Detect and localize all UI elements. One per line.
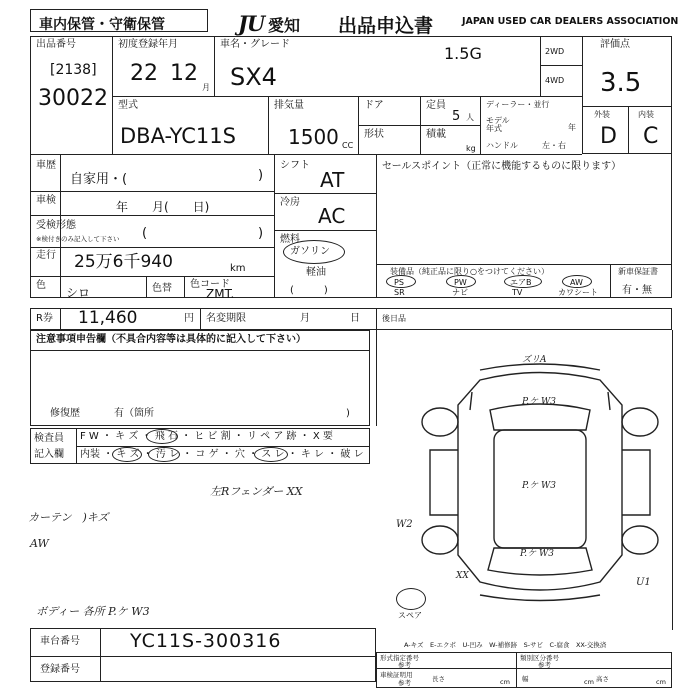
history-label: 車歴 [36,160,56,171]
repair-close: ) [346,408,350,419]
equip-sr: SR [394,288,405,297]
deadline-label: 名変期限 [206,313,246,324]
color-code-label: 色コード [190,279,230,290]
type-label: 形式指定番号 [380,654,419,662]
chip-circle [146,429,178,444]
model-value: DBA-YC11S [120,124,236,148]
chassis-label: 車台番号 [40,636,80,647]
deadline-day: 日 [350,313,360,324]
chassis-number: YC11S-300316 [130,630,282,652]
handle-label: ハンドル [486,141,518,150]
recycle-value: 11,460 [78,308,138,328]
dealer-label: ディーラー・並行 [486,100,550,109]
drive-4wd: 4WD [545,76,565,85]
load-label: 積載 [426,129,446,140]
type-ref: 参考 [398,661,411,669]
damage-legend: A-キズ E-エクボ U-凹み W-補修跡 S-サビ C-腐食 XX-交換済 [404,641,607,649]
shift-label: シフト [280,160,310,171]
rub-circle [254,447,288,462]
stain-circle [148,447,180,462]
door-label: ドア [364,100,384,111]
paint-change-label: 色替 [152,283,172,294]
drive-2wd: 2WD [545,47,565,56]
cert-ref: 参考 [398,679,411,687]
recycle-label: R券 [36,313,53,324]
height-label: 高さ [596,675,609,683]
model-label: 型式 [118,100,138,111]
comment-aw: AW [30,537,49,550]
registration-label: 初度登録年月 [118,39,178,50]
car-name-label: 車名・グレード [220,39,290,50]
inspector-row-2: 内装 ・ キ ズ ・ 汚 レ ・ コ ゲ ・ 穴 ・ ス レ ・ キ レ ・ 破 レ [80,449,364,460]
color-label: 色 [36,280,46,291]
car-grade: 1.5G [444,44,482,63]
transfer-value: ( [142,226,148,241]
equip-tv: TV [512,288,523,297]
equip-ps: PS [394,278,404,287]
spare-tire-circle [396,588,426,610]
diagram-label-trunk: P.ケ W3 [520,549,554,559]
form-title: 出品申込書 [338,15,434,37]
transfer-note: ※検付きのみ記入して下さい [36,235,120,243]
cert-label: 車検証明用 [380,671,413,679]
score-interior: C [643,124,659,149]
fuel-other: ( ) [290,285,328,296]
equip-aw-circle [562,275,592,288]
length-unit: cm [500,678,510,686]
engine-value: 1500 [288,125,339,149]
equip-navi: ナビ [452,288,468,297]
comment-fender: 左Rフェンダー XX [210,485,303,498]
height-unit: cm [656,678,666,686]
comment-body: ボディー 各所 P.ケ W3 [36,605,150,618]
mileage-unit: km [230,263,246,274]
transfer-label: 受検形態 [36,220,76,231]
score-label: 評価点 [600,39,630,50]
fuel-gasoline-circle [283,240,345,264]
storage-stamp [30,9,208,32]
notes-label: 注意事項申告欄（不具合内容等は具体的に記入して下さい） [36,334,306,345]
inspector-label-2: 記入欄 [34,449,64,460]
aircon-label: 冷房 [280,197,300,208]
sales-point-label: セールスポイント（正常に機能するものに限ります） [382,161,622,172]
equipment-label: 装備品（純正品に限り○をつけてください） [390,267,549,276]
recycle-unit: 円 [184,313,194,324]
score-exterior: D [600,124,617,149]
inspector-label-1: 検査員 [34,433,64,444]
fuel-diesel: 軽油 [306,267,326,278]
model-year-unit: 年 [568,123,576,132]
diagram-label-w2: W2 [396,519,413,530]
inspector-row-1: F W ・ キ ズ ・ 飛 石 ・ ヒ ビ 割 ・ リ ペ ア 跡 ・ X 要 [80,431,333,442]
equip-airbag: エアB [510,278,532,287]
length-label: 長さ [432,675,445,683]
warranty-options: 有・無 [622,285,652,296]
color-value: シロ [66,286,91,300]
score-int-label: 内装 [638,110,654,119]
diagram-label-front: ズリA [522,355,547,365]
shape-label: 形状 [364,129,384,140]
equip-ps-circle [386,275,416,288]
storage-stamp-text: 車内保管・守衛保管 [39,17,165,33]
car-name: SX4 [230,63,277,91]
equip-seat: カワシート [558,288,598,297]
warranty-label: 新車保証書 [618,267,658,276]
lot-code: [2138] [50,62,97,78]
equip-aw: AW [570,278,583,287]
diagram-label-hood: P.ケ W3 [522,397,556,407]
reg-number-label: 登録番号 [40,664,80,675]
repair-label: 修復歴 [50,408,80,419]
comment-curtain: カーテン )キズ [28,511,109,524]
history-value: 自家用・( [70,172,128,187]
lot-label: 出品番号 [36,39,76,50]
registration-month-unit: 月 [202,83,210,92]
history-close: ) [258,168,264,183]
color-code-value: ZMT. [206,287,235,301]
handle-options: 左・右 [542,141,566,150]
score-ext-label: 外装 [594,110,610,119]
transfer-close: ) [258,226,264,241]
diagram-label-u1: U1 [636,577,651,588]
width-label: 幅 [522,675,529,683]
spare-label: スペア [398,611,422,620]
repair-value: 有（箇所 [114,408,154,419]
equip-pw-circle [446,275,476,288]
registration-year: 22 [130,61,158,86]
fuel-gasoline: ガソリン [290,246,330,257]
lot-number: 30022 [38,86,108,111]
equip-airbag-circle [504,275,542,288]
score-overall: 3.5 [600,68,642,98]
capacity-unit: 人 [466,113,474,122]
capacity-value: 5 [452,109,461,124]
association-name: 愛知 [268,16,301,35]
equipment-grid [380,276,610,298]
fuel-label: 燃料 [280,234,300,245]
car-damage-diagram [410,350,670,610]
diagram-label-xx: XX [456,571,469,581]
rear-seat-label: 後日品 [382,314,406,323]
class-label: 類別区分番号 [520,654,559,662]
load-unit: kg [466,144,476,153]
inspection-label: 車検 [36,195,56,206]
engine-unit: CC [342,141,354,150]
capacity-label: 定員 [426,100,446,111]
class-ref: 参考 [538,661,551,669]
width-unit: cm [584,678,594,686]
registration-month: 12 [170,61,198,86]
engine-label: 排気量 [274,100,304,111]
mileage-value: 25万6千940 [74,252,173,272]
association-english: JAPAN USED CAR DEALERS ASSOCIATION [462,16,679,27]
deadline-month: 月 [300,313,310,324]
equip-pw: PW [454,278,467,287]
shift-value: AT [320,168,345,192]
aircon-value: AC [318,204,346,228]
inspection-value: 年 月( 日) [116,200,210,214]
model-year-label: モデル年式 [486,116,510,133]
mileage-label: 走行 [36,250,56,261]
diagram-label-roof: P.ケ W3 [522,481,556,491]
ju-logo: JU [238,11,265,36]
scratch-circle [112,447,142,462]
